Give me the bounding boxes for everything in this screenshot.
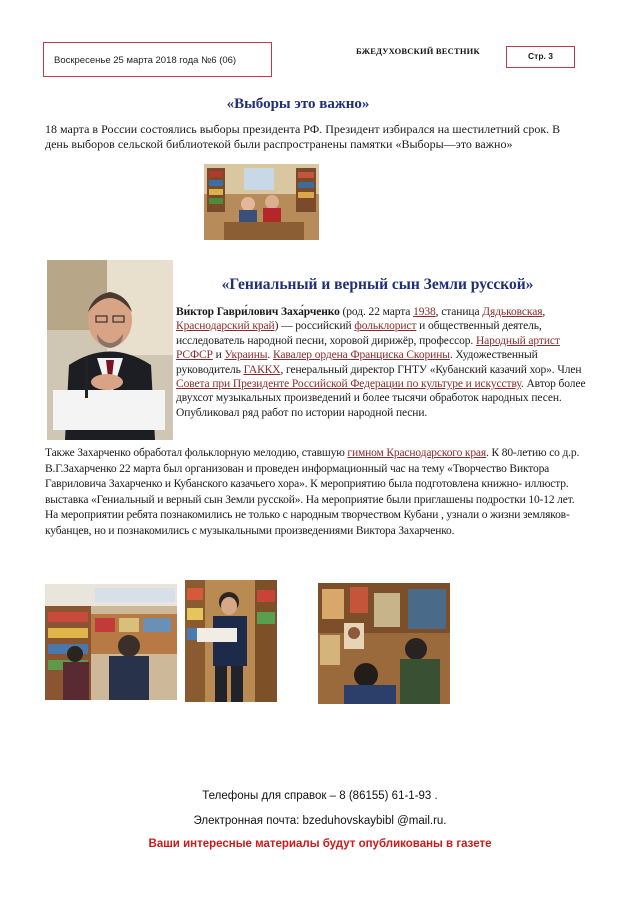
person-name: Ви́ктор Гаври́лович Заха́рченко xyxy=(176,306,340,318)
bio-text: . Автор более двухсот музыкальных произведений и более тысячи обработок народных песен. Опубликовал ряд работ по истории народной песни. xyxy=(176,378,586,419)
event-text: Также Захарченко обработал фольклорную мелодию, ставшую xyxy=(45,447,348,459)
page-number-box xyxy=(506,46,575,68)
event-photo-3 xyxy=(318,583,450,704)
footer-notice: Ваши интересные материалы будут опубликованы в газете xyxy=(148,838,492,850)
event-photo-1 xyxy=(45,584,177,700)
link-gakkh[interactable]: ГАККХ xyxy=(243,363,281,376)
link-order-skorina[interactable]: Кавалер ордена Франциска Скорины xyxy=(272,349,450,362)
article2-event-text xyxy=(45,446,590,540)
link-krasnodar-krai[interactable]: Краснодарский край xyxy=(176,320,275,333)
event-text: . К 80-летию со д.р. В.Г.Захарченко 22 марта был организован и проведен информационный час на тему «Творчество Виктора Гавриловича Захарченко и Кубанского казачьего хора». К мероприятию была подготовлена книжно- иллюстр. выставка «Гениальный и верный сын Земли русской». На мероприятие были приглашены подростки 10-12 лет. На мероприятии ребята познакомились не только с народным творчеством Кубани , узнали о жизни земляков- кубанцев, но и познакомились с музыкальными произведениями Виктора Захарченко. xyxy=(45,447,580,537)
bio-text: и общественный деятель, исследователь народной песни, хоровой дирижёр, профессор. xyxy=(176,320,542,347)
article1-title: «Выборы это важно» xyxy=(226,96,370,112)
link-dyadkovskaya[interactable]: Дядьковская xyxy=(482,306,543,318)
newspaper-name: БЖЕДУХОВСКИЙ ВЕСТНИК xyxy=(356,46,480,56)
page-number: Стр. 3 xyxy=(528,51,553,61)
link-ukraine[interactable]: Украины xyxy=(224,349,268,362)
footer-email: Электронная почта: bzeduhovskaybibl @mail.ru. xyxy=(193,815,447,827)
library-election-photo xyxy=(204,164,319,240)
article1-text: 18 марта в России состоялись выборы президента РФ. Президент избирался на шестилетний срок. В день выборов сельской библиотекой были распространены памятки «Выборы—это важно» xyxy=(45,122,561,151)
issue-date: Воскресенье 25 марта 2018 года №6 (06) xyxy=(54,55,237,66)
bio-text: (род. 22 марта xyxy=(339,306,414,318)
article2-biography xyxy=(176,305,586,420)
event-photo-2 xyxy=(185,580,277,702)
link-folklorist[interactable]: фольклорист xyxy=(354,320,417,333)
link-peoples-artist[interactable]: Народный артист РСФСР xyxy=(176,334,560,362)
bio-text: , xyxy=(542,306,546,318)
zakharchenko-portrait xyxy=(47,260,173,440)
link-krasnodar-anthem[interactable]: гимном Краснодарского края xyxy=(347,447,487,459)
footer-phones: Телефоны для справок – 8 (86155) 61-1-93 . xyxy=(202,790,438,802)
bio-text: , станица xyxy=(435,306,483,318)
article2-title: «Гениальный и верный сын Земли русской» xyxy=(221,276,534,293)
issue-date-box xyxy=(43,42,272,77)
bio-text: . Художественный руководитель xyxy=(176,349,538,376)
link-presidential-council[interactable]: Совета при Президенте Российской Федерации по культуре и искусству xyxy=(176,378,521,391)
bio-text: . xyxy=(267,349,273,362)
link-year-1938[interactable]: 1938 xyxy=(413,306,436,318)
bio-text: , генеральный директор ГНТУ «Кубанский казачий хор». Член xyxy=(280,363,582,376)
bio-text: ) — российский xyxy=(274,320,355,333)
bio-text: и xyxy=(212,349,225,362)
